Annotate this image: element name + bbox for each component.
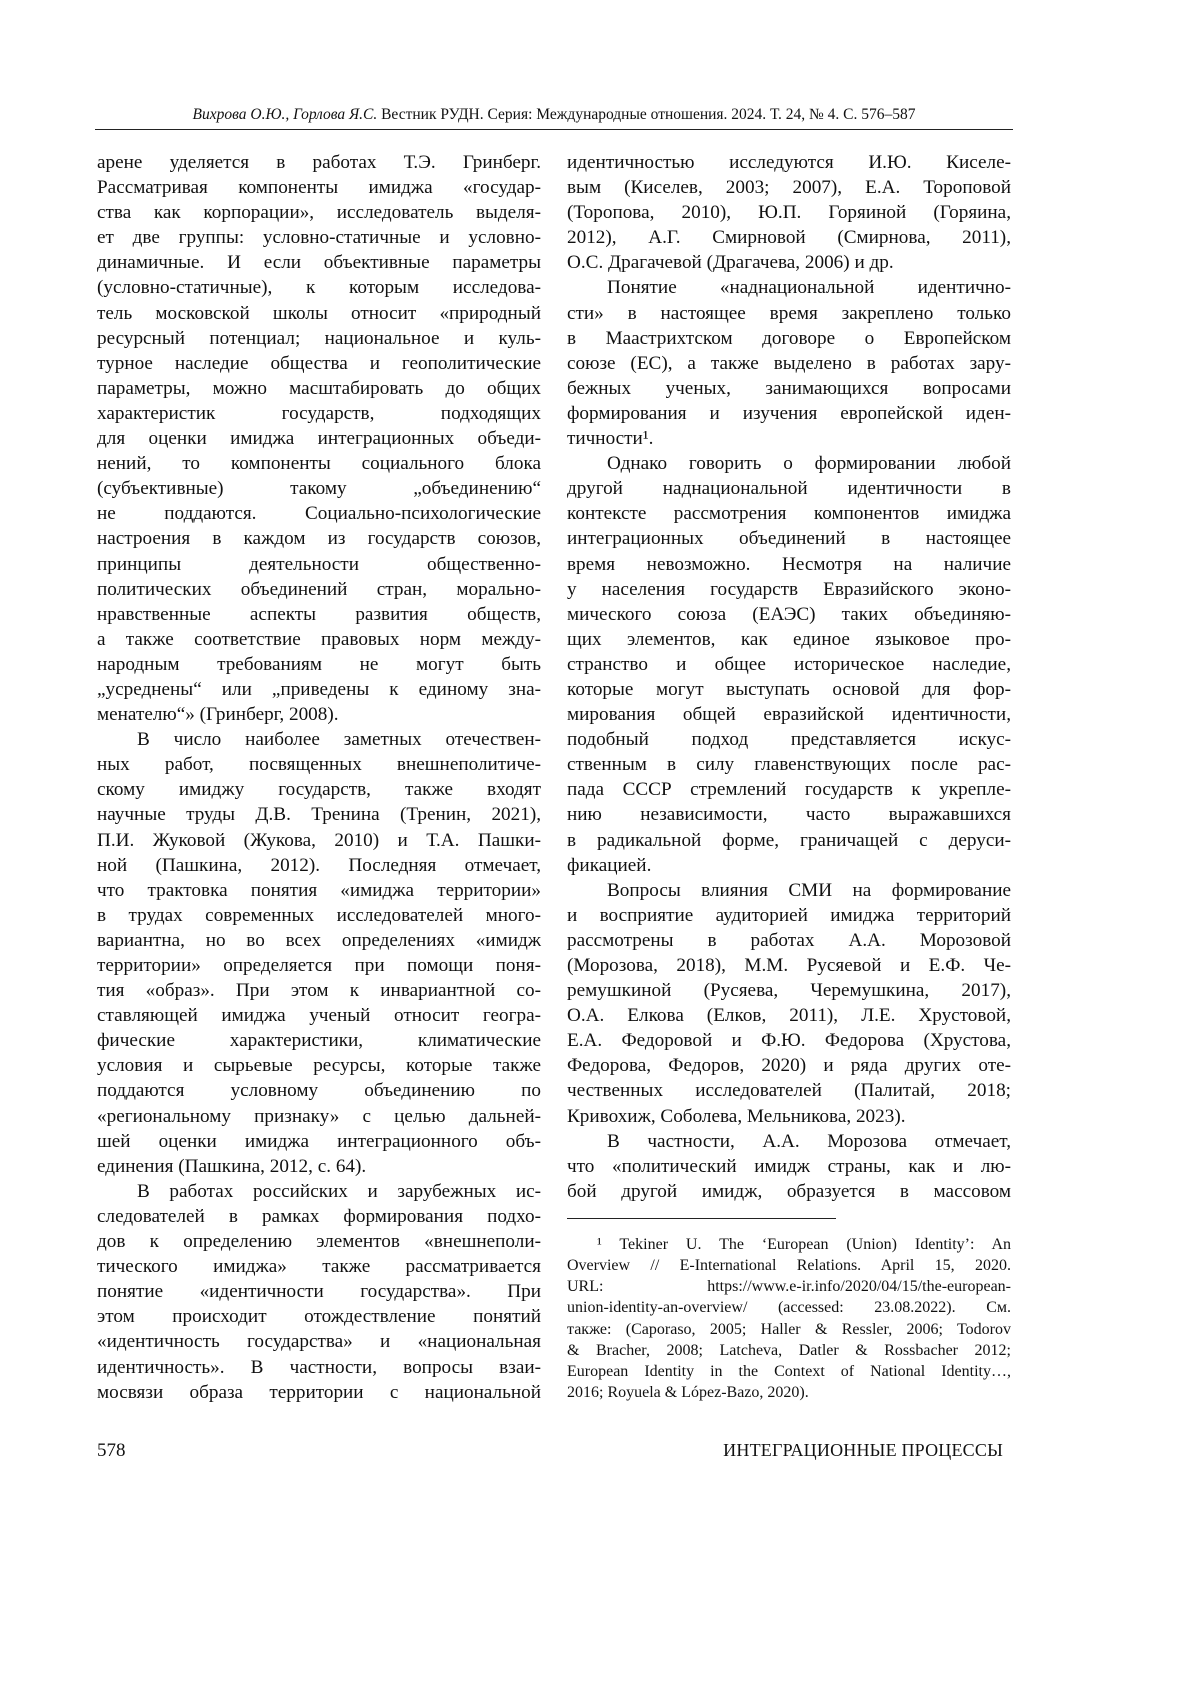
paragraph [567,878,1011,1129]
text-line: а также соответствие правовых норм между- [97,627,541,652]
text-line: чественных исследователей (Палитай, 2018; [567,1078,1011,1103]
page-number: 578 [97,1440,126,1462]
text-line: & Bracher, 2008; Latcheva, Datler & Rossbacher 2012; [567,1340,1011,1361]
text-line: подобный подход представляется искус- [567,727,1011,752]
paragraph [97,1179,541,1405]
text-line: также: (Caporaso, 2005; Haller & Ressler, 2006; Todorov [567,1319,1011,1340]
paragraph [567,1129,1011,1204]
text-line: идентичностью исследуются И.Ю. Киселе- [567,150,1011,175]
text-line: тичности¹. [567,426,1011,451]
text-line: в трудах современных исследователей много- [97,903,541,928]
paragraph [567,451,1011,878]
text-line: В частности, А.А. Морозова отмечает, [567,1129,1011,1154]
footnote-separator [567,1218,836,1219]
paragraph [97,727,541,1179]
text-line: URL: https://www.e-ir.info/2020/04/15/the-european- [567,1276,1011,1297]
text-line: условия и сырьевые ресурсы, которые также [97,1053,541,1078]
text-line: странство и общее историческое наследие, [567,652,1011,677]
text-line: Overview // E-International Relations. April 15, 2020. [567,1255,1011,1276]
text-line: что трактовка понятия «имиджа территории» [97,878,541,903]
text-line: ремушкиной (Русяева, Черемушкина, 2017), [567,978,1011,1003]
section-title: ИНТЕГРАЦИОННЫЕ ПРОЦЕССЫ [723,1440,1003,1461]
text-line: О.С. Драгачевой (Драгачева, 2006) и др. [567,250,1011,275]
text-line: ресурсный потенциал; национальное и куль- [97,326,541,351]
text-line: ¹ Tekiner U. The ‘European (Union) Identity’: An [567,1234,1011,1255]
text-line: тель московской школы относит «природный [97,301,541,326]
text-line: рассмотрены в работах А.А. Морозовой [567,928,1011,953]
text-line: бежных ученых, занимающихся вопросами [567,376,1011,401]
text-line: «идентичность государства» и «национальная [97,1329,541,1354]
text-line: принципы деятельности общественно- [97,552,541,577]
text-line: следователей в рамках формирования подхо- [97,1204,541,1229]
text-line: не поддаются. Социально-психологические [97,501,541,526]
text-line: народным требованиям не могут быть [97,652,541,677]
text-line: Понятие «наднациональной идентично- [567,275,1011,300]
text-line: понятие «идентичности государства». При [97,1279,541,1304]
text-line: интеграционных объединений в настоящее [567,526,1011,551]
text-line: контексте рассмотрения компонентов имиджа [567,501,1011,526]
text-line: которые могут выступать основой для фор- [567,677,1011,702]
text-line: мического союза (ЕАЭС) таких объединяю- [567,602,1011,627]
text-line: менателю“» (Гринберг, 2008). [97,702,541,727]
text-line: 2012), А.Г. Смирновой (Смирнова, 2011), [567,225,1011,250]
text-line: бой другой имидж, образуется в массовом [567,1179,1011,1204]
text-line: научные труды Д.В. Тренина (Тренин, 2021), [97,802,541,827]
text-line: в Маастрихтском договоре о Европейском [567,326,1011,351]
text-line: динамичные. И если объективные параметры [97,250,541,275]
paragraph [567,275,1011,451]
right-column [567,150,1011,1204]
text-line: арене уделяется в работах Т.Э. Гринберг. [97,150,541,175]
text-line: другой наднациональной идентичности в [567,476,1011,501]
text-line: время невозможно. Несмотря на наличие [567,552,1011,577]
text-line: сти» в настоящее время закреплено только [567,301,1011,326]
text-line: параметры, можно масштабировать до общих [97,376,541,401]
text-line: нений, то компоненты социального блока [97,451,541,476]
text-line: (субъективные) такому „объединению“ [97,476,541,501]
paragraph [97,150,541,727]
text-line: Е.А. Федоровой и Ф.Ю. Федорова (Хрустова, [567,1028,1011,1053]
text-line: шей оценки имиджа интеграционного объ- [97,1129,541,1154]
text-line: нию независимости, часто выражавшихся [567,802,1011,827]
left-column [97,150,541,1405]
header-authors: Вихрова О.Ю., Горлова Я.С. [193,106,378,123]
text-line: поддаются условному объединению по [97,1078,541,1103]
text-line: формирования и изучения европейской иден- [567,401,1011,426]
text-line: European Identity in the Context of National Identity…, [567,1361,1011,1382]
text-line: ства как корпорации», исследователь выделя- [97,200,541,225]
text-line: пада СССР стремлений государств к укрепле- [567,777,1011,802]
text-line: ственным в силу главенствующих после рас- [567,752,1011,777]
paragraph [567,1234,1011,1403]
text-line: (условно-статичные), к которым исследова- [97,275,541,300]
text-line: ет две группы: условно-статичные и условно- [97,225,541,250]
text-line: дов к определению элементов «внешнеполи- [97,1229,541,1254]
text-line: В работах российских и зарубежных ис- [97,1179,541,1204]
text-line: фические характеристики, климатические [97,1028,541,1053]
text-line: у населения государств Евразийского эконо- [567,577,1011,602]
text-line: союзе (ЕС), а также выделено в работах зару- [567,351,1011,376]
paragraph [567,150,1011,275]
text-line: характеристик государств, подходящих [97,401,541,426]
text-line: union-identity-an-overview/ (accessed: 23.08.2022). См. [567,1297,1011,1318]
text-line: в радикальной форме, граничащей с деруси- [567,828,1011,853]
text-line: вым (Киселев, 2003; 2007), Е.А. Тороповой [567,175,1011,200]
text-line: фикацией. [567,853,1011,878]
text-line: Кривохиж, Соболева, Мельникова, 2023). [567,1104,1011,1129]
text-line: Однако говорить о формировании любой [567,451,1011,476]
text-line: 2016; Royuela & López-Bazo, 2020). [567,1382,1011,1403]
text-line: тия «образ». При этом к инвариантной со- [97,978,541,1003]
text-line: щих элементов, как единое языковое про- [567,627,1011,652]
text-line: Федорова, Федоров, 2020) и ряда других оте- [567,1053,1011,1078]
text-line: «региональному признаку» с целью дальней- [97,1104,541,1129]
text-line: что «политический имидж страны, как и лю- [567,1154,1011,1179]
running-header [95,106,1013,124]
text-line: и восприятие аудиторией имиджа территорий [567,903,1011,928]
text-line: мосвязи образа территории с национальной [97,1380,541,1405]
text-line: „усреднены“ или „приведены к единому зна- [97,677,541,702]
text-line: В число наиболее заметных отечествен- [97,727,541,752]
text-line: О.А. Елкова (Елков, 2011), Л.Е. Хрустовой, [567,1003,1011,1028]
text-line: ной (Пашкина, 2012). Последняя отмечает, [97,853,541,878]
text-line: ных работ, посвященных внешнеполитиче- [97,752,541,777]
text-line: единения (Пашкина, 2012, с. 64). [97,1154,541,1179]
text-line: Вопросы влияния СМИ на формирование [567,878,1011,903]
text-line: настроения в каждом из государств союзов, [97,526,541,551]
text-line: (Торопова, 2010), Ю.П. Горяиной (Горяина, [567,200,1011,225]
text-line: территории» определяется при помощи поня- [97,953,541,978]
text-line: П.И. Жуковой (Жукова, 2010) и Т.А. Пашки- [97,828,541,853]
footnotes [567,1234,1011,1403]
text-line: (Морозова, 2018), М.М. Русяевой и Е.Ф. Че- [567,953,1011,978]
text-line: турное наследие общества и геополитические [97,351,541,376]
text-line: ставляющей имиджа ученый относит геогра- [97,1003,541,1028]
text-line: мирования общей евразийской идентичности, [567,702,1011,727]
text-line: тического имиджа» также рассматривается [97,1254,541,1279]
text-line: для оценки имиджа интеграционных объеди- [97,426,541,451]
text-line: идентичность». В частности, вопросы взаи- [97,1355,541,1380]
text-line: этом происходит отождествление понятий [97,1304,541,1329]
text-line: политических объединений стран, морально- [97,577,541,602]
text-line: вариантна, но во всех определениях «имидж [97,928,541,953]
header-journal: Вестник РУДН. Серия: Международные отношения. 2024. Т. 24, № 4. С. 576–587 [381,106,915,123]
text-line: нравственные аспекты развития обществ, [97,602,541,627]
text-line: скому имиджу государств, также входят [97,777,541,802]
header-rule [95,129,1013,130]
text-line: Рассматривая компоненты имиджа «государ- [97,175,541,200]
